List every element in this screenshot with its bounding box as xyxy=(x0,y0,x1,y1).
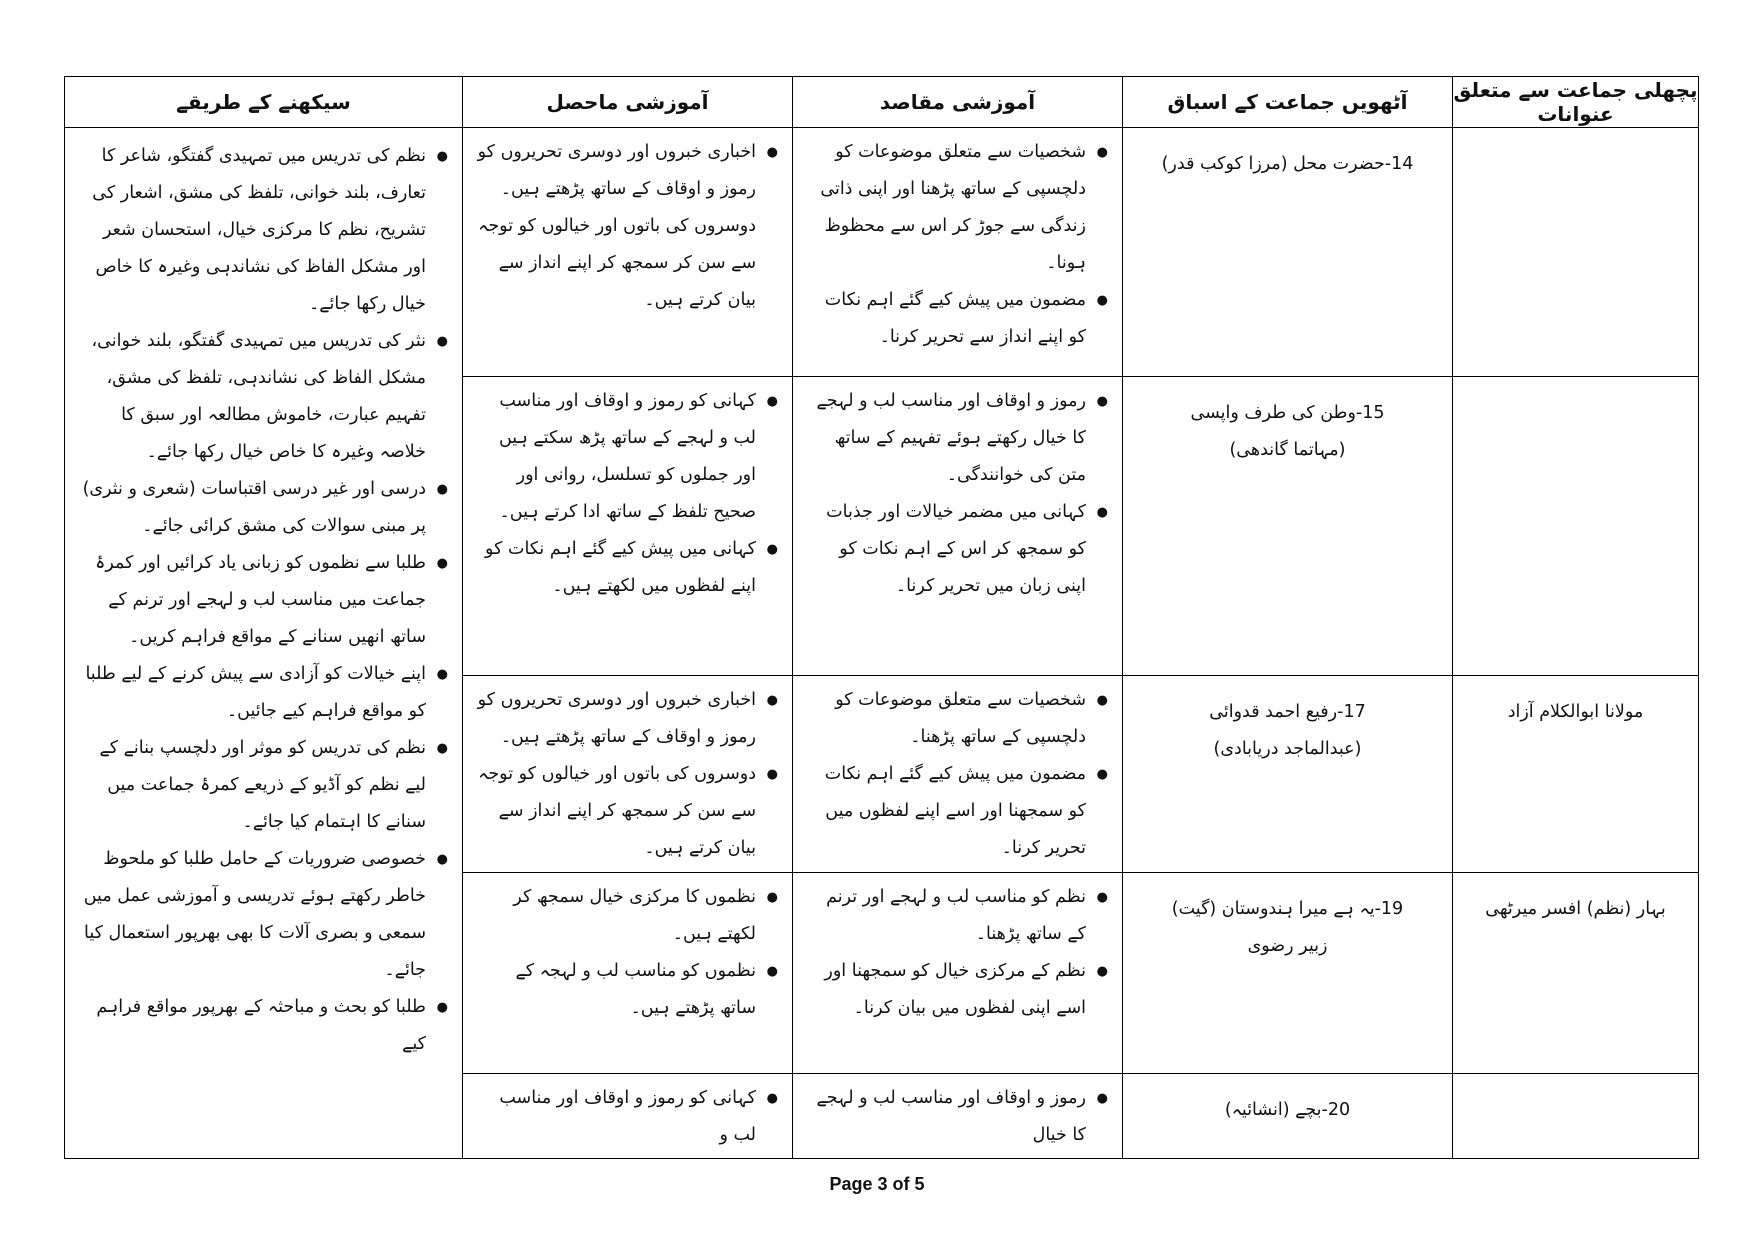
previous-topic-text xyxy=(1453,1074,1698,1096)
table-row xyxy=(65,128,1699,377)
previous-topic-cell xyxy=(1453,676,1699,873)
outcome-item: ● اخباری خبروں اور دوسری تحریروں کو رموز و اوقاف کے ساتھ پڑھتے ہیں۔ xyxy=(477,682,756,756)
method-item: ● نظم کی تدریس کو موثر اور دلچسپ بنانے کے لیے نظم کو آڈیو کے ذریعے کمرۂ جماعت میں سنانے کا اہتمام کیا جائے۔ xyxy=(79,730,426,841)
outcome-item: ● نظموں کو مناسب لب و لہجہ کے ساتھ پڑھتے ہیں۔ xyxy=(477,953,756,1027)
objective-item: ● کہانی میں مضمر خیالات اور جذبات کو سمجھ کر اس کے اہم نکات کو اپنی زبان میں تحریر کرنا۔ xyxy=(807,494,1086,605)
lesson-title-line: 17-رفیع احمد قدوائی xyxy=(1209,702,1366,722)
header-outcomes: آموزشی ماحصل xyxy=(463,77,793,128)
objectives-cell xyxy=(793,128,1123,377)
outcomes-cell xyxy=(463,128,793,377)
page-number: Page 3 of 5 xyxy=(829,1174,925,1194)
previous-topic-text xyxy=(1453,377,1698,399)
header-previous-topics: پچھلی جماعت سے متعلق عنوانات xyxy=(1453,78,1698,126)
previous-topic-text xyxy=(1453,128,1698,150)
outcomes-list xyxy=(477,682,778,867)
lesson-cell xyxy=(1123,676,1453,873)
objective-item: ● نظم کو مناسب لب و لہجے اور ترنم کے ساتھ پڑھنا۔ xyxy=(807,879,1086,953)
lesson-title-line: 20-بچے (انشائیہ) xyxy=(1224,1100,1351,1120)
lesson-cell xyxy=(1123,873,1453,1074)
method-item: ● طلبا کو بحث و مباحثہ کے بھرپور مواقع فراہم کیے xyxy=(79,989,426,1063)
lesson-title-line: (مہاتما گاندھی) xyxy=(1229,440,1346,460)
previous-topic-cell xyxy=(1453,377,1699,676)
method-item: ● درسی اور غیر درسی اقتباسات (شعری و نثری) پر مبنی سوالات کی مشق کرائی جائے۔ xyxy=(79,471,426,545)
objective-item: ● شخصیات سے متعلق موضوعات کو دلچسپی کے ساتھ پڑھنا۔ xyxy=(807,682,1086,756)
objective-item: ● رموز و اوقاف اور مناسب لب و لہجے کا خیال رکھتے ہوئے تفہیم کے ساتھ متن کی خوانندگی۔ xyxy=(807,383,1086,494)
outcome-item: ● کہانی میں پیش کیے گئے اہم نکات کو اپنے لفظوں میں لکھتے ہیں۔ xyxy=(477,531,756,605)
objectives-list xyxy=(807,134,1108,356)
objectives-cell xyxy=(793,377,1123,676)
outcomes-list xyxy=(477,1080,778,1154)
lesson-title xyxy=(1123,128,1452,187)
objectives-list xyxy=(807,1080,1108,1154)
lesson-title-line: زبیر رضوی xyxy=(1247,936,1328,956)
previous-topic-cell xyxy=(1453,128,1699,377)
previous-topic-text: بہار (نظم) افسر میرٹھی xyxy=(1485,899,1666,919)
outcomes-list xyxy=(477,134,778,319)
objective-item: ● نظم کے مرکزی خیال کو سمجھنا اور اسے اپنی لفظوں میں بیان کرنا۔ xyxy=(807,953,1086,1027)
header-eighth-lessons: آٹھویں جماعت کے اسباق xyxy=(1123,77,1453,128)
objectives-list xyxy=(807,682,1108,867)
outcomes-cell xyxy=(463,676,793,873)
lesson-cell xyxy=(1123,377,1453,676)
outcome-item: ● نظموں کا مرکزی خیال سمجھ کر لکھتے ہیں۔ xyxy=(477,879,756,953)
lesson-title xyxy=(1123,873,1452,969)
objective-item: ● مضمون میں پیش کیے گئے اہم نکات کو اپنے انداز سے تحریر کرنا۔ xyxy=(807,282,1086,356)
lesson-title xyxy=(1123,377,1452,473)
lesson-title-line: 15-وطن کی طرف واپسی xyxy=(1190,403,1385,423)
outcomes-cell xyxy=(463,1074,793,1159)
objectives-cell xyxy=(793,1074,1123,1159)
previous-topic-cell xyxy=(1453,873,1699,1074)
objectives-list xyxy=(807,383,1108,605)
previous-topic-cell xyxy=(1453,1074,1699,1159)
objectives-cell xyxy=(793,873,1123,1074)
outcomes-list xyxy=(477,383,778,605)
outcome-item: ● کہانی کو رموز و اوقاف اور مناسب لب و لہجے کے ساتھ پڑھ سکتے ہیں اور جملوں کو تسلسل، روانی اور صحیح تلفظ کے ساتھ ادا کرتے ہیں۔ xyxy=(477,383,756,531)
outcome-item: ● کہانی کو رموز و اوقاف اور مناسب لب و xyxy=(477,1080,756,1154)
previous-topic-text: مولانا ابوالکلام آزاد xyxy=(1507,702,1644,722)
outcome-item: ● اخباری خبروں اور دوسری تحریروں کو رموز و اوقاف کے ساتھ پڑھتے ہیں۔ دوسروں کی باتوں اور خیالوں کو توجہ سے سن کر سمجھ کر اپنے انداز سے بیان کرتے ہیں۔ xyxy=(477,134,756,319)
table-body xyxy=(65,128,1699,1159)
method-item: ● طلبا سے نظموں کو زبانی یاد کرائیں اور کمرۂ جماعت میں مناسب لب و لہجے اور ترنم کے ساتھ انھیں سنانے کے مواقع فراہم کریں۔ xyxy=(79,545,426,656)
methods-list xyxy=(79,138,448,1063)
lesson-title-line: (عبدالماجد دریابادی) xyxy=(1213,739,1362,759)
objective-item: ● رموز و اوقاف اور مناسب لب و لہجے کا خیال xyxy=(807,1080,1086,1154)
header-methods: سیکھنے کے طریقے xyxy=(65,77,463,128)
objective-item: ● مضمون میں پیش کیے گئے اہم نکات کو سمجھنا اور اسے اپنے لفظوں میں تحریر کرنا۔ xyxy=(807,756,1086,867)
method-item: ● نثر کی تدریس میں تمہیدی گفتگو، بلند خوانی، مشکل الفاظ کی نشاندہی، تلفظ کی مشق، تفہیم عبارت، خاموش مطالعہ اور سبق کا خلاصہ وغیرہ کا خاص خیال رکھا جائے۔ xyxy=(79,323,426,471)
lesson-title xyxy=(1123,1074,1452,1133)
method-item: ● اپنے خیالات کو آزادی سے پیش کرنے کے لیے طلبا کو مواقع فراہم کیے جائیں۔ xyxy=(79,656,426,730)
method-item: ● خصوصی ضروریات کے حامل طلبا کو ملحوظ خاطر رکھتے ہوئے تدریسی و آموزشی عمل میں سمعی و بصری آلات کا بھی بھرپور استعمال کیا جائے۔ xyxy=(79,841,426,989)
header-objectives: آموزشی مقاصد xyxy=(793,77,1123,128)
curriculum-table xyxy=(64,76,1699,1159)
objectives-cell xyxy=(793,676,1123,873)
header-row xyxy=(65,77,1699,128)
objectives-list xyxy=(807,879,1108,1027)
methods-cell xyxy=(65,128,463,1159)
outcomes-list xyxy=(477,879,778,1027)
outcomes-cell xyxy=(463,873,793,1074)
lesson-title xyxy=(1123,676,1452,772)
lesson-title-line: 19-یہ ہے میرا ہندوستان (گیت) xyxy=(1171,899,1404,919)
objective-item: ● شخصیات سے متعلق موضوعات کو دلچسپی کے ساتھ پڑھنا اور اپنی ذاتی زندگی سے جوڑ کر اس سے محظوظ ہونا۔ xyxy=(807,134,1086,282)
outcomes-cell xyxy=(463,377,793,676)
lesson-cell xyxy=(1123,1074,1453,1159)
method-item: ● نظم کی تدریس میں تمہیدی گفتگو، شاعر کا تعارف، بلند خوانی، تلفظ کی مشق، اشعار کی تشریح، نظم کا مرکزی خیال، استحسان شعر اور مشکل الفاظ کی نشاندہی وغیرہ کا خاص خیال رکھا جائے۔ xyxy=(79,138,426,323)
lesson-cell xyxy=(1123,128,1453,377)
lesson-title-line: 14-حضرت محل (مرزا کوکب قدر) xyxy=(1161,154,1414,174)
outcome-item: ● دوسروں کی باتوں اور خیالوں کو توجہ سے سن کر سمجھ کر اپنے انداز سے بیان کرتے ہیں۔ xyxy=(477,756,756,867)
